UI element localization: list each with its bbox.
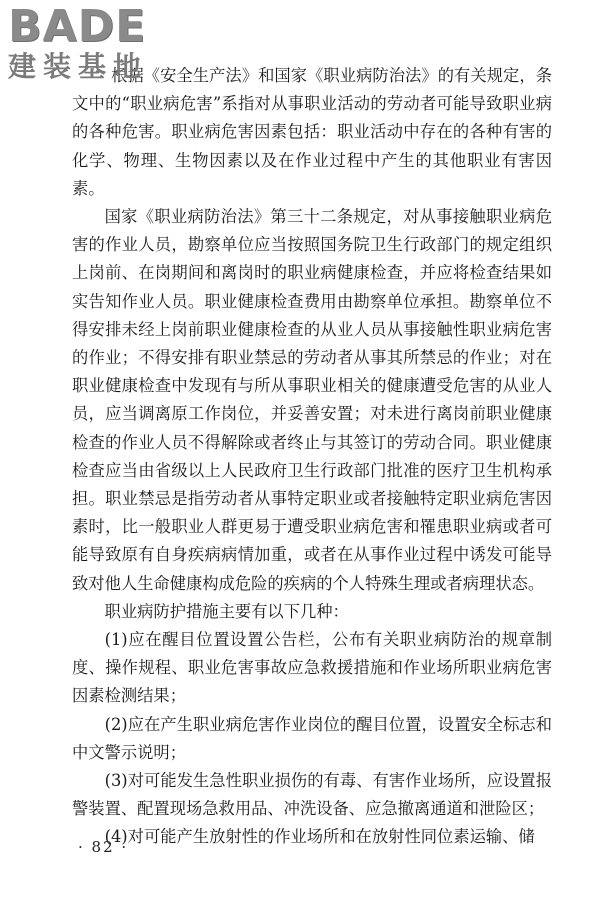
watermark-logo — [8, 1, 188, 83]
list-item-measure-4: (4)对可能产生放射性的作业场所和在放射性同位素运输、储 — [104, 827, 535, 847]
list-item-measure-3: (3)对可能发生急性职业损伤的有毒、有害作业场所，应设置报警装置、配置现场急救用品、冲洗设备、应急撤离通道和泄险区； — [72, 771, 552, 819]
list-item-measure-2: (2)应在产生职业病危害作业岗位的醒目位置，设置安全标志和中文警示说明； — [72, 714, 552, 762]
watermark-subtitle: 建装基地 — [8, 50, 149, 83]
paragraph-protection-measures-intro: 职业病防护措施主要有以下几种： — [104, 601, 349, 621]
watermark-brand: BADE — [8, 1, 147, 52]
paragraph-health-examination-rules: 国家《职业病防治法》第三十二条规定，对从事接触职业病危害的作业人员，勘察单位应当按照国务院卫生行政部门的规定组织上岗前、在岗期间和离岗时的职业病健康检查，并应将检查结果如实告知作业人员。职业健康检查费用由勘察单位承担。勘察单位不得安排未经上岗前职业健康检查的从业人员从事接触性职业病危害的作业；不得安排有职业禁忌的劳动者从事其所禁忌的作业；对在职业健康检查中发现有与所从事职业相关的健康遭受危害的从业人员，应当调离原工作岗位，并妥善安置；对未进行离岗前职业健康检查的作业人员不得解除或者终止与其签订的劳动合同。职业健康检查应当由省级以上人民政府卫生行政部门批准的医疗卫生机构承担。职业禁忌是指劳动者从事特定职业或者接触特定职业病危害因素时，比一般职业人群更易于遭受职业病危害和罹患职业病或者可能导致原有自身疾病病情加重，或者在从事作业过程中诱发可能导致对他人生命健康构成危险的疾病的个人特殊生理或者病理状态。 — [72, 207, 552, 593]
paragraph-occupational-hazard-definition: 根据《安全生产法》和国家《职业病防治法》的有关规定，条文中的“职业病危害”系指对从事职业活动的劳动者可能导致职业病的各种危害。职业病危害因素包括：职业活动中存在的各种有害的化学、物理、生物因素以及在作业过程中产生的其他职业有害因素。 — [72, 66, 552, 198]
page-body — [72, 62, 552, 852]
list-item-measure-1: (1)应在醒目位置设置公告栏，公布有关职业病防治的规章制度、操作规程、职业危害事故应急救援措施和作业场所职业病危害因素检测结果； — [72, 630, 552, 706]
page-number: · 82 · — [78, 838, 129, 856]
